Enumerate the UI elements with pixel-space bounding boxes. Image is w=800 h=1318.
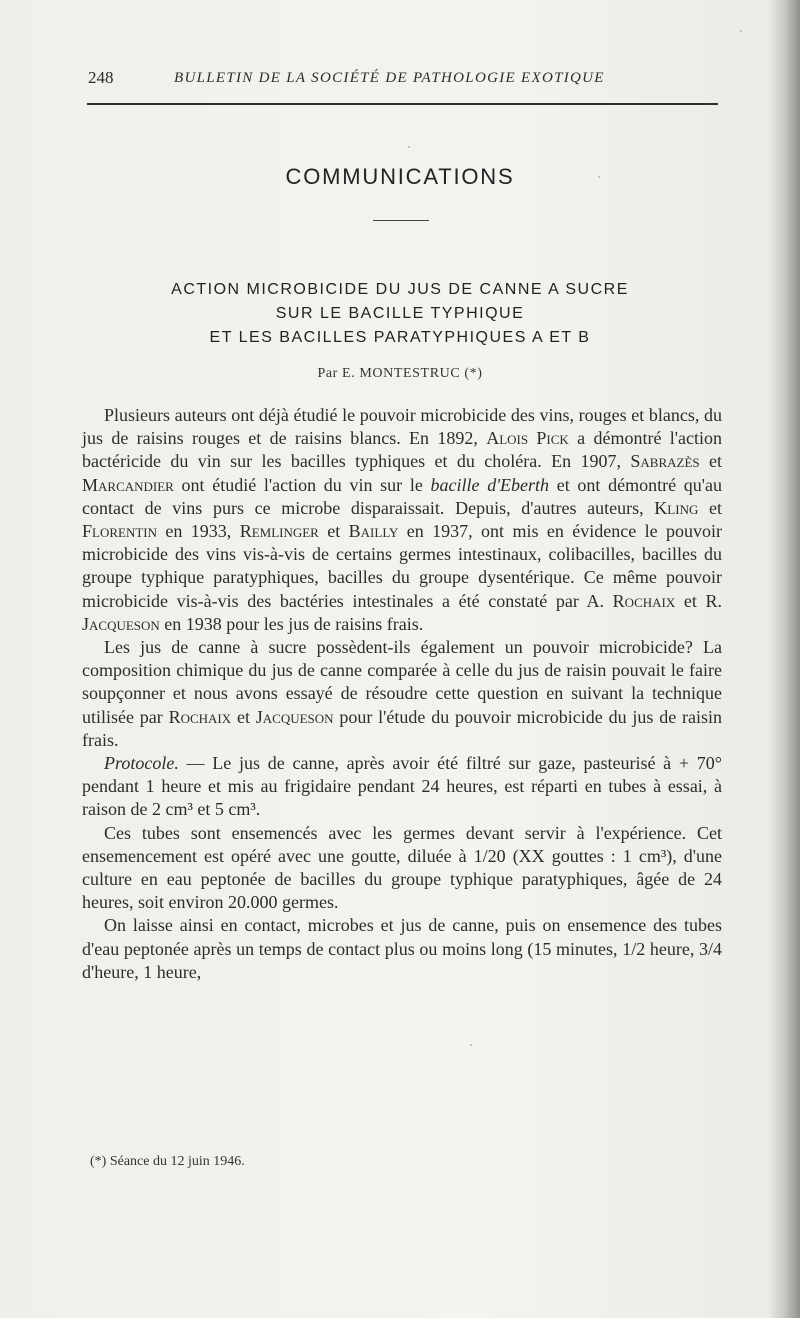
protocol-heading: Protocole.: [104, 753, 179, 774]
author-name: Sabrazès: [630, 451, 700, 472]
author-name: Kling: [654, 497, 699, 518]
text-run: Plusieurs auteurs ont déjà étudié le pouvoir microbicide des vins, rouges et blancs, du jus de raisins rouges et de raisins blancs. En 1892,: [82, 405, 722, 449]
article-title-line-2: SUR LE BACILLE TYPHIQUE: [275, 305, 525, 322]
author-name: Marcandier: [82, 474, 174, 495]
text-run: et R.: [675, 590, 722, 611]
author-name: Bailly: [348, 521, 399, 542]
section-title: COMMUNICATIONS: [285, 164, 515, 189]
header-rule: [87, 103, 718, 105]
print-speck: [740, 30, 742, 32]
text-run: et: [698, 497, 723, 518]
text-run: en 1937, ont mis en évidence le pouvoir microbicide des vins vis-à-vis de certains germes intestinaux, colibacilles, bacilles du groupe typhique paratyphiques, bacilles du groupe dysentérique. Ce même pouvoir microbicide vis-à-vis des bactéries intestinales a été constaté par A.: [82, 521, 722, 611]
paragraph-2: [82, 636, 722, 752]
text-run: et ont démontré qu'au contact de vins purs ce microbe disparaissait. Depuis, d'autres auteurs,: [82, 474, 722, 518]
article-title: [80, 278, 720, 350]
print-speck: [408, 146, 410, 148]
text-run: et: [699, 451, 722, 472]
author-name: Florentin: [82, 521, 157, 542]
text-run: On laisse ainsi en contact, microbes et jus de canne, puis on ensemence des tubes d'eau peptonée après un temps de contact plus ou moins long (15 minutes, 1/2 heure, 3/4 d'heure, 1 heure,: [82, 915, 722, 982]
footnote: (*) Séance du 12 juin 1946.: [90, 1154, 245, 1169]
print-speck: [598, 176, 600, 178]
section-divider: [373, 220, 429, 221]
paragraph-5: [82, 914, 722, 984]
species-name: bacille d'Eberth: [430, 474, 550, 495]
running-title: BULLETIN DE LA SOCIÉTÉ DE PATHOLOGIE EXOTIQUE: [174, 70, 605, 86]
text-run: en 1933,: [157, 521, 240, 542]
article-title-line-3: ET LES BACILLES PARATYPHIQUES A ET B: [209, 329, 591, 346]
text-run: en 1938 pour les jus de raisins frais.: [159, 613, 424, 634]
paragraph-3-protocol: [82, 752, 722, 822]
text-run: ont étudié l'action du vin sur le: [173, 474, 431, 495]
text-run: et: [231, 706, 256, 727]
author-name: Rochaix: [168, 706, 232, 727]
article-body: [82, 404, 722, 984]
text-run: Les jus de canne à sucre possèdent-ils également un pouvoir microbicide? La composition chimique du jus de canne comparée à celle du jus de raisin pouvait le faire soupçonner et nous avons essayé de résoudre cette question en suivant la technique utilisée par: [82, 637, 722, 727]
text-run: et: [318, 521, 349, 542]
print-speck: [470, 1044, 472, 1046]
author-byline: Par E. MONTESTRUC (*): [317, 366, 483, 381]
text-run: pour l'étude du pouvoir microbicide du jus de raisin frais.: [82, 706, 722, 750]
author-name: Jacqueson: [255, 706, 334, 727]
paragraph-1: [82, 404, 722, 636]
page-number: 248: [88, 68, 114, 87]
text-run: — Le jus de canne, après avoir été filtré sur gaze, pasteurisé à + 70° pendant 1 heure et mis au frigidaire pendant 24 heures, est réparti en tubes à essai, à raison de 2 cm³ et 5 cm³.: [82, 753, 722, 820]
text-run: Ces tubes sont ensemencés avec les germes devant servir à l'expérience. Cet ensemencement est opéré avec une goutte, diluée à 1/20 (XX gouttes : 1 cm³), d'une culture en eau peptonée de bacilles du groupe typhique paratyphiques, âgée de 24 heures, soit environ 20.000 germes.: [82, 822, 722, 913]
author-name: Jacqueson: [82, 613, 160, 634]
paragraph-4: [82, 822, 722, 915]
author-name: Remlinger: [239, 521, 319, 542]
page-header: [88, 68, 716, 98]
article-title-line-1: ACTION MICROBICIDE DU JUS DE CANNE A SUCRE: [171, 281, 629, 298]
author-name: Alois Pick: [486, 428, 569, 449]
text-run: a démontré l'action bactéricide du vin sur les bacilles typhiques et du choléra. En 1907,: [82, 428, 722, 472]
author-name: Rochaix: [612, 590, 676, 611]
